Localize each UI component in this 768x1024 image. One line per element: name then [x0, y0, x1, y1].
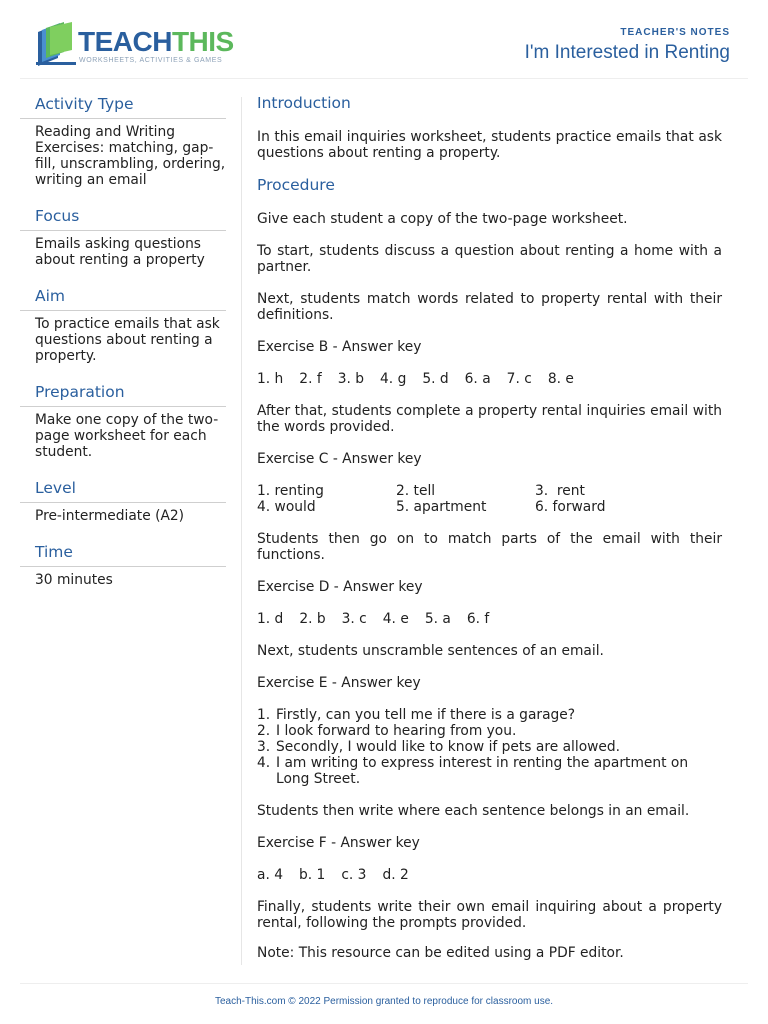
logo-wordmark: TEACHTHIS — [78, 26, 234, 57]
answer: a. 4 — [257, 867, 284, 883]
answer: c. 3 — [341, 867, 367, 883]
answer: 4. e — [382, 611, 409, 627]
section-body: To practice emails that ask questions about renting a property. — [35, 316, 220, 364]
footer-copyright[interactable]: Teach-This.com © 2022 Permission granted to reproduce for classroom use. — [214, 996, 554, 1007]
section-body: Pre-intermediate (A2) — [35, 508, 185, 524]
section-body: Reading and Writing Exercises: matching, gap-fill, unscrambling, ordering, writing an email — [35, 124, 226, 188]
section-body: Emails asking questions about renting a property — [35, 236, 205, 268]
answer: 6. f — [466, 611, 490, 627]
answer: 1. h — [257, 371, 284, 387]
exercise-f-answers — [257, 867, 722, 883]
header-divider — [20, 78, 748, 79]
page-title: I'm Interested in Renting — [524, 42, 730, 63]
answer: d. 2 — [382, 867, 409, 883]
answer: 2. f — [299, 371, 322, 387]
section-body: 30 minutes — [35, 572, 113, 588]
procedure-step: Next, students match words related to property rental with their definitions. — [257, 291, 722, 323]
main-content — [257, 95, 722, 977]
answer: 2. b — [299, 611, 326, 627]
procedure-step: Students then write where each sentence belongs in an email. — [257, 803, 690, 819]
section-heading: Aim — [20, 287, 226, 311]
answer: 3. c — [341, 611, 367, 627]
footer-divider — [20, 983, 748, 984]
procedure-heading: Procedure — [257, 176, 335, 194]
answer: 5. d — [422, 371, 449, 387]
section-heading: Focus — [20, 207, 226, 231]
exercise-c-heading: Exercise C - Answer key — [257, 451, 422, 467]
procedure-step: After that, students complete a property rental inquiries email with the words provided. — [257, 403, 722, 435]
section-heading: Preparation — [20, 383, 226, 407]
answer: b. 1 — [299, 867, 326, 883]
book-icon — [36, 22, 76, 66]
section-heading: Time — [20, 543, 226, 567]
answer: 1. d — [257, 611, 284, 627]
sidebar-section-time — [20, 543, 226, 588]
answer: 4. g — [380, 371, 407, 387]
exercise-e-heading: Exercise E - Answer key — [257, 675, 421, 691]
teachers-notes-label: TEACHER'S NOTES — [620, 27, 730, 38]
procedure-step: Students then go on to match parts of the email with their functions. — [257, 531, 722, 563]
sidebar — [20, 95, 226, 607]
exercise-e-answers — [257, 707, 722, 787]
procedure-step: Finally, students write their own email inquiring about a property rental, following the prompts provided. — [257, 899, 722, 931]
procedure-step: To start, students discuss a question about renting a home with a partner. — [257, 243, 722, 275]
list-item: 4. I am writing to express interest in renting the apartment on Long Street. — [257, 755, 689, 787]
introduction-text: In this email inquiries worksheet, students practice emails that ask questions about renting a property. — [257, 129, 722, 161]
answer: 6. a — [464, 371, 491, 387]
answer: 7. c — [506, 371, 532, 387]
sidebar-section-level — [20, 479, 226, 524]
answer: 1. renting — [257, 483, 324, 499]
list-item: 1. Firstly, can you tell me if there is a garage? — [257, 707, 576, 723]
answer: 3. b — [337, 371, 365, 387]
sidebar-section-focus — [20, 207, 226, 268]
header-titles — [525, 27, 730, 64]
exercise-b-heading: Exercise B - Answer key — [257, 339, 422, 355]
exercise-b-answers — [257, 371, 722, 387]
exercise-c-answers — [257, 483, 722, 515]
list-item: 2. I look forward to hearing from you. — [257, 723, 517, 739]
section-body: Make one copy of the two-page worksheet for each student. — [35, 412, 219, 460]
answer: 8. e — [547, 371, 574, 387]
teach-this-logo[interactable] — [36, 22, 236, 70]
sidebar-section-aim — [20, 287, 226, 364]
column-divider — [241, 97, 242, 965]
answer: 3. rent — [535, 483, 585, 499]
procedure-step: Give each student a copy of the two-page worksheet. — [257, 211, 628, 227]
sidebar-section-activity-type — [20, 95, 226, 188]
answer: 2. tell — [396, 483, 436, 499]
exercise-d-answers — [257, 611, 722, 627]
page-header — [0, 0, 768, 78]
section-heading: Activity Type — [20, 95, 226, 119]
answer: 5. a — [424, 611, 451, 627]
exercise-f-heading: Exercise F - Answer key — [257, 835, 420, 851]
introduction-heading: Introduction — [257, 94, 351, 112]
section-heading: Level — [20, 479, 226, 503]
answer: 4. would — [257, 499, 316, 515]
procedure-step: Next, students unscramble sentences of an email. — [257, 643, 604, 659]
exercise-d-heading: Exercise D - Answer key — [257, 579, 423, 595]
answer: 6. forward — [535, 499, 606, 515]
sidebar-section-preparation — [20, 383, 226, 460]
answer: 5. apartment — [396, 499, 487, 515]
list-item: 3. Secondly, I would like to know if pets are allowed. — [257, 739, 621, 755]
logo-tagline: WORKSHEETS, ACTIVITIES & GAMES — [79, 57, 223, 64]
editor-note: Note: This resource can be edited using a PDF editor. — [257, 945, 624, 961]
